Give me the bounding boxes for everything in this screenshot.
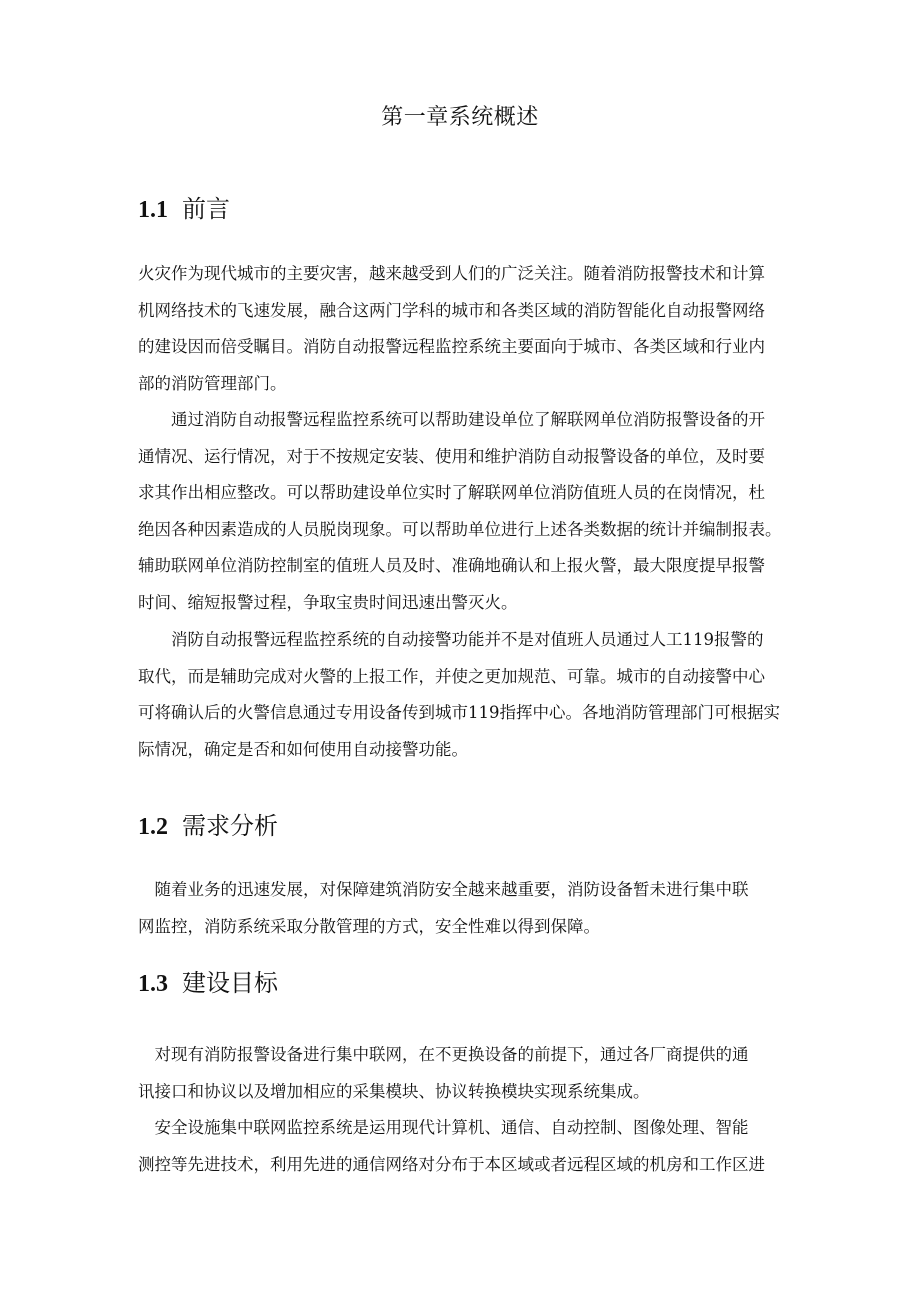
- section-title: 需求分析: [182, 812, 278, 840]
- paragraph-line: 绝因各种因素造成的人员脱岗现象。可以帮助单位进行上述各类数据的统计并编制报表。: [138, 519, 782, 539]
- section-number: 1.1: [138, 197, 168, 223]
- paragraph-line: 通情况、运行情况，对于不按规定安装、使用和维护消防自动报警设备的单位，及时要: [138, 446, 765, 466]
- paragraph-line: 网监控，消防系统采取分散管理的方式，安全性难以得到保障。: [138, 916, 600, 936]
- paragraph-line: 辅助联网单位消防控制室的值班人员及时、准确地确认和上报火警，最大限度提早报警: [138, 556, 765, 576]
- section-heading-1-3: [138, 967, 278, 1000]
- paragraph: [138, 402, 786, 622]
- paragraph-line: 消防自动报警远程监控系统的自动接警功能并不是对值班人员通过人工119报警的: [171, 630, 764, 649]
- paragraph-line: 讯接口和协议以及增加相应的采集模块、协议转换模块实现系统集成。: [138, 1081, 650, 1101]
- paragraph-line: 通过消防自动报警远程监控系统可以帮助建设单位了解联网单位消防报警设备的开: [171, 410, 765, 429]
- paragraph-line: 时间、缩短报警过程，争取宝贵时间迅速出警灭火。: [138, 592, 518, 612]
- section-number: 1.2: [138, 814, 168, 840]
- paragraph-line: 对现有消防报警设备进行集中联网，在不更换设备的前提下，通过各厂商提供的通: [154, 1045, 749, 1064]
- section-heading-1-2: [138, 810, 278, 843]
- paragraph: [138, 872, 786, 945]
- section-heading-1-1: [138, 193, 230, 226]
- chapter-title: 第一章系统概述: [381, 105, 539, 130]
- paragraph: [138, 622, 786, 768]
- section-title: 建设目标: [182, 969, 278, 997]
- paragraph-line: 的建设因而倍受瞩目。消防自动报警远程监控系统主要面向于城市、各类区域和行业内: [138, 337, 765, 357]
- paragraph-line: 测控等先进技术，利用先进的通信网络对分布于本区域或者远程区域的机房和工作区进: [138, 1154, 765, 1174]
- paragraph: [138, 1037, 786, 1110]
- paragraph-line: 可将确认后的火警信息通过专用设备传到城市119指挥中心。各地消防管理部门可根据实: [138, 703, 780, 723]
- section-number: 1.3: [138, 971, 168, 997]
- paragraph-line: 求其作出相应整改。可以帮助建设单位实时了解联网单位消防值班人员的在岗情况，杜: [138, 483, 765, 503]
- paragraph-line: 安全设施集中联网监控系统是运用现代计算机、通信、自动控制、图像处理、智能: [154, 1118, 749, 1137]
- paragraph-line: 随着业务的迅速发展，对保障建筑消防安全越来越重要，消防设备暂未进行集中联: [154, 880, 749, 899]
- paragraph-line: 部的消防管理部门。: [138, 373, 287, 393]
- paragraph-line: 取代，而是辅助完成对火警的上报工作，并使之更加规范、可靠。城市的自动接警中心: [138, 666, 765, 686]
- paragraph: [138, 256, 786, 402]
- paragraph-line: 机网络技术的飞速发展，融合这两门学科的城市和各类区域的消防智能化自动报警网络: [138, 300, 765, 320]
- paragraph-line: 际情况，确定是否和如何使用自动接警功能。: [138, 739, 468, 759]
- paragraph: [138, 1110, 786, 1183]
- paragraph-line: 火灾作为现代城市的主要灾害，越来越受到人们的广泛关注。随着消防报警技术和计算: [138, 264, 765, 283]
- section-title: 前言: [182, 195, 230, 223]
